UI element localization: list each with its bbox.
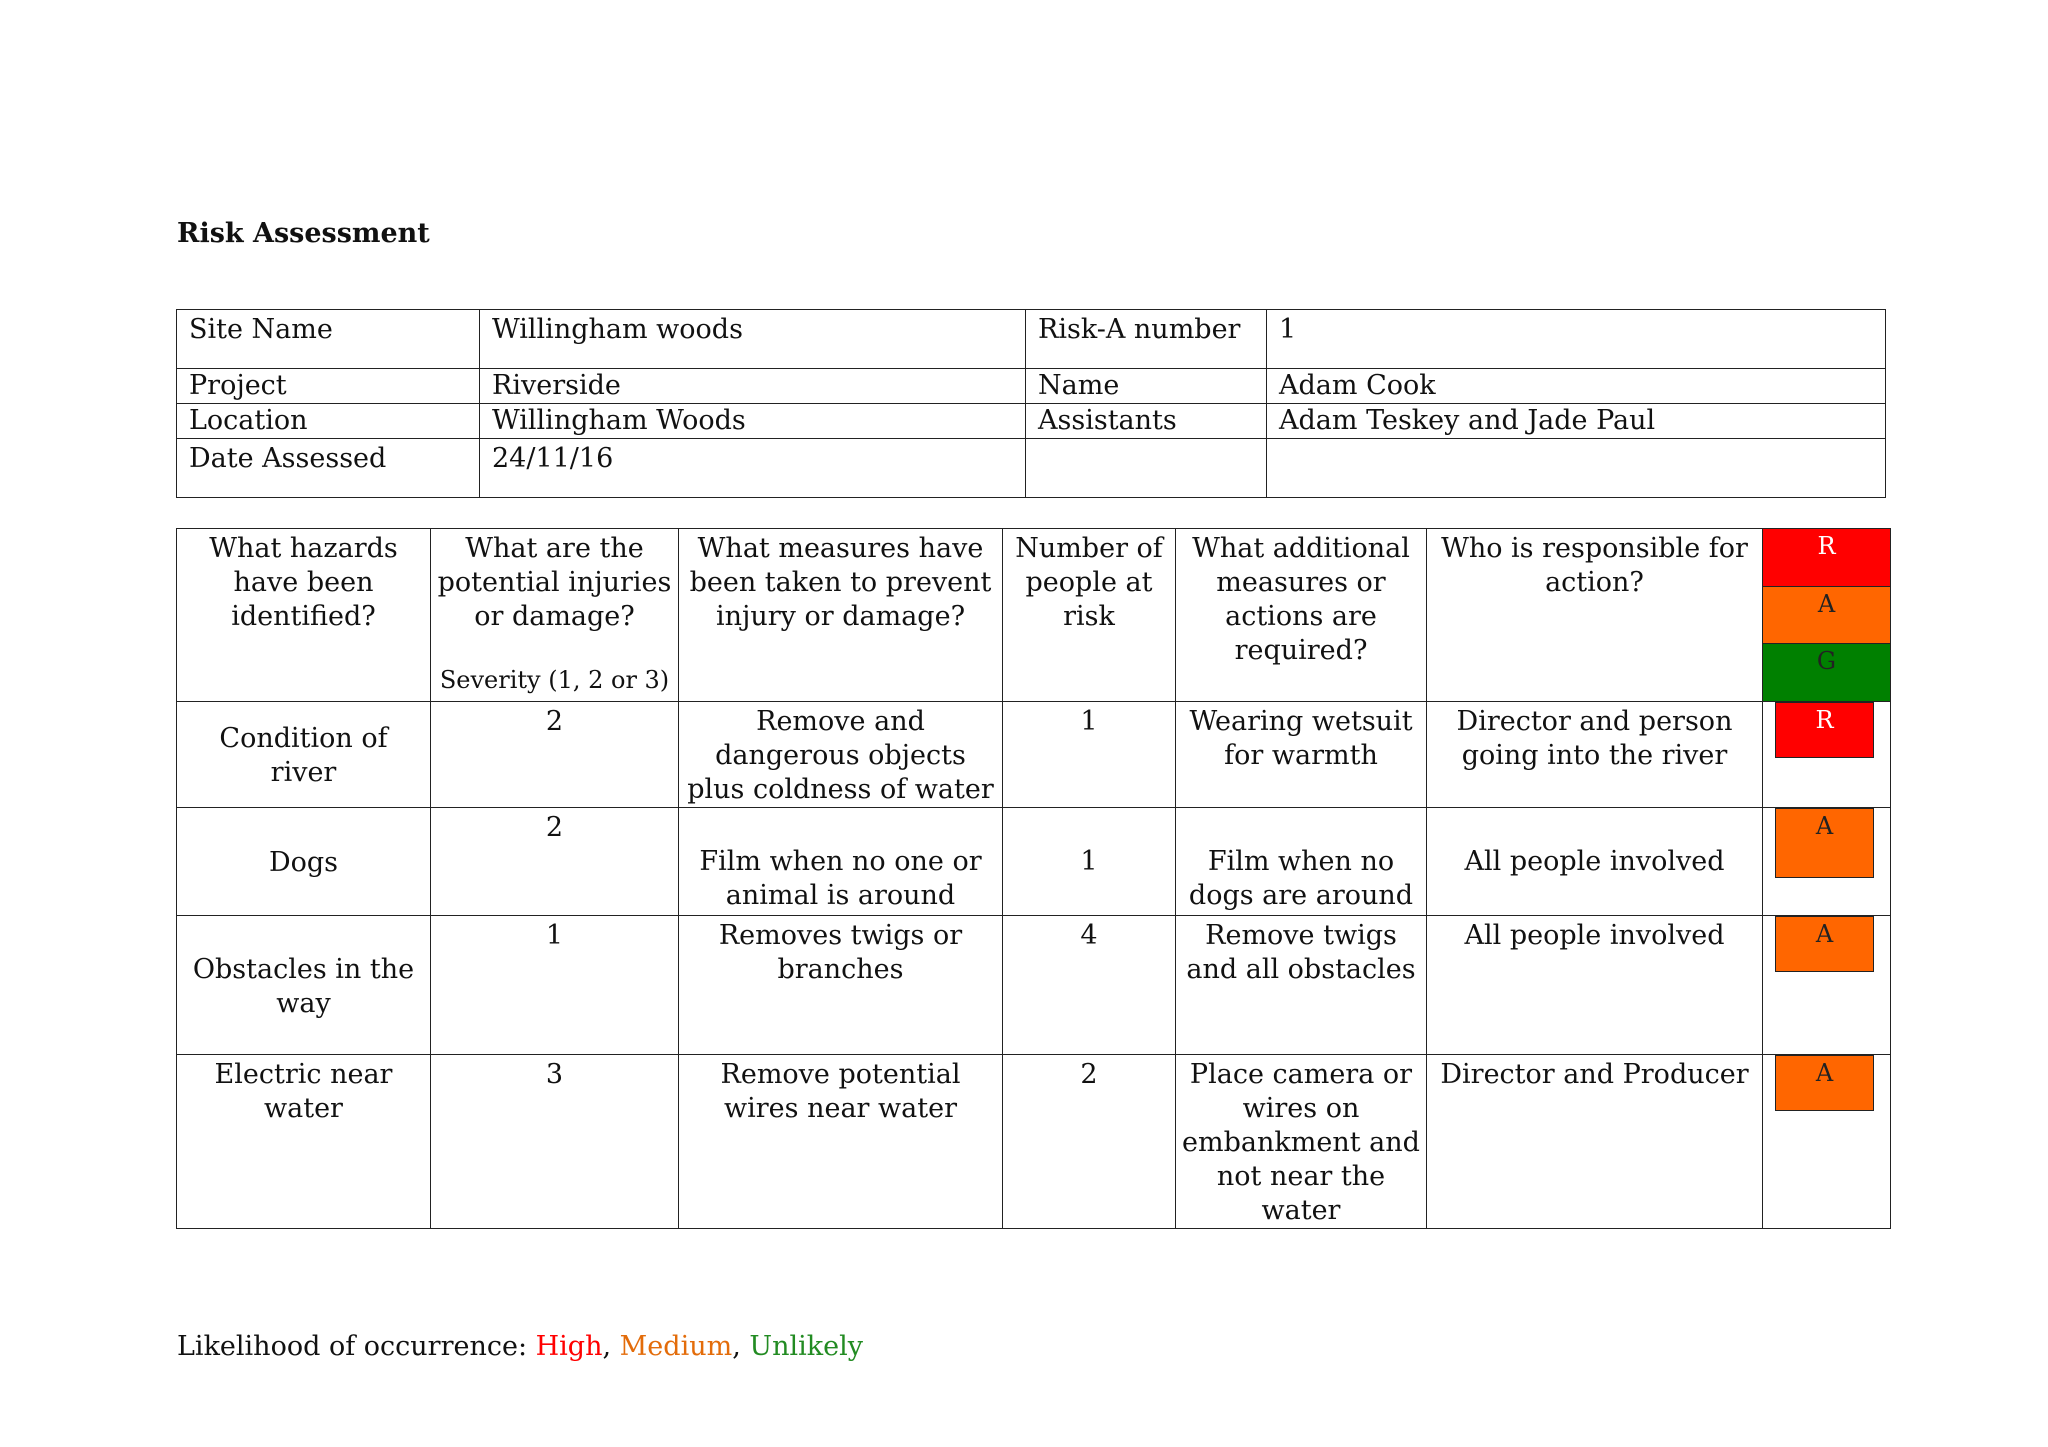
risk-table-header: [177, 529, 1891, 702]
project-value: Riverside: [480, 369, 1026, 404]
info-row-date: [177, 439, 1886, 498]
hazard-cell: Condition of river: [177, 702, 431, 808]
likelihood-unlikely: Unlikely: [749, 1331, 864, 1362]
table-row: [177, 1055, 1891, 1229]
empty-cell: [1026, 439, 1267, 498]
hazard-cell: Dogs: [177, 808, 431, 916]
severity-cell: 2: [431, 808, 679, 916]
responsible-cell: [1427, 808, 1763, 916]
risk-table: [176, 528, 1891, 1229]
rag-legend: [1763, 529, 1891, 702]
responsible-text: All people involved: [1464, 846, 1725, 877]
measures-cell: Remove potential wires near water: [679, 1055, 1003, 1229]
name-label: Name: [1026, 369, 1267, 404]
people-cell: [1003, 808, 1176, 916]
responsible-cell: Director and Producer: [1427, 1055, 1763, 1229]
measures-cell: Remove and dangerous objects plus coldness of water: [679, 702, 1003, 808]
empty-cell: [1267, 439, 1886, 498]
measures-text: Film when no one or animal is around: [699, 846, 982, 911]
measures-cell: [679, 808, 1003, 916]
rating-badge-red: R: [1775, 702, 1874, 758]
header-injuries-text: What are the potential injuries or damage?: [437, 533, 672, 632]
additional-cell: [1176, 808, 1427, 916]
name-value: Adam Cook: [1267, 369, 1886, 404]
measures-cell: Removes twigs or branches: [679, 916, 1003, 1055]
risk-a-number-value: 1: [1267, 310, 1886, 369]
likelihood-legend: [177, 1331, 863, 1362]
rating-badge-amber: A: [1775, 1055, 1874, 1111]
date-assessed-label: Date Assessed: [177, 439, 480, 498]
date-assessed-value: 24/11/16: [480, 439, 1026, 498]
rag-legend-amber: A: [1763, 587, 1890, 645]
info-row-project: [177, 369, 1886, 404]
severity-cell: 1: [431, 916, 679, 1055]
document-title: Risk Assessment: [177, 218, 430, 249]
people-cell: 2: [1003, 1055, 1176, 1229]
likelihood-sep: ,: [602, 1331, 620, 1362]
info-row-site: [177, 310, 1886, 369]
people-cell: 4: [1003, 916, 1176, 1055]
additional-cell: Place camera or wires on embankment and not near the water: [1176, 1055, 1427, 1229]
severity-cell: 3: [431, 1055, 679, 1229]
responsible-cell: All people involved: [1427, 916, 1763, 1055]
hazard-cell: Obstacles in the way: [177, 916, 431, 1055]
likelihood-medium: Medium: [619, 1331, 733, 1362]
header-people: Number of people at risk: [1003, 529, 1176, 702]
rag-legend-green: G: [1763, 644, 1890, 701]
site-info-table: [176, 309, 1886, 498]
people-cell: 1: [1003, 702, 1176, 808]
severity-note: Severity (1, 2 or 3): [439, 666, 670, 694]
header-responsible: Who is responsible for action?: [1427, 529, 1763, 702]
rag-legend-red: R: [1763, 529, 1890, 587]
risk-a-number-label: Risk-A number: [1026, 310, 1267, 369]
site-name-value: Willingham woods: [480, 310, 1026, 369]
rating-cell: [1763, 916, 1891, 1055]
additional-cell: Wearing wetsuit for warmth: [1176, 702, 1427, 808]
header-hazards: What hazards have been identified?: [177, 529, 431, 702]
assistants-value: Adam Teskey and Jade Paul: [1267, 404, 1886, 439]
likelihood-high: High: [535, 1331, 603, 1362]
rating-badge-amber: A: [1775, 916, 1874, 972]
severity-cell: 2: [431, 702, 679, 808]
assistants-label: Assistants: [1026, 404, 1267, 439]
header-injuries: [431, 529, 679, 702]
header-measures: What measures have been taken to prevent injury or damage?: [679, 529, 1003, 702]
additional-text: Film when no dogs are around: [1188, 846, 1414, 911]
rating-badge-amber: A: [1775, 808, 1874, 878]
header-additional: What additional measures or actions are required?: [1176, 529, 1427, 702]
rating-cell: [1763, 1055, 1891, 1229]
additional-cell: Remove twigs and all obstacles: [1176, 916, 1427, 1055]
likelihood-label: Likelihood of occurrence:: [177, 1331, 536, 1362]
location-label: Location: [177, 404, 480, 439]
info-row-location: [177, 404, 1886, 439]
rating-cell: [1763, 808, 1891, 916]
table-row: [177, 808, 1891, 916]
hazard-cell: Electric near water: [177, 1055, 431, 1229]
table-row: [177, 916, 1891, 1055]
people-text: 1: [1080, 846, 1098, 877]
site-name-label: Site Name: [177, 310, 480, 369]
location-value: Willingham Woods: [480, 404, 1026, 439]
rating-cell: [1763, 702, 1891, 808]
table-row: [177, 702, 1891, 808]
responsible-cell: Director and person going into the river: [1427, 702, 1763, 808]
project-label: Project: [177, 369, 480, 404]
likelihood-sep: ,: [732, 1331, 750, 1362]
